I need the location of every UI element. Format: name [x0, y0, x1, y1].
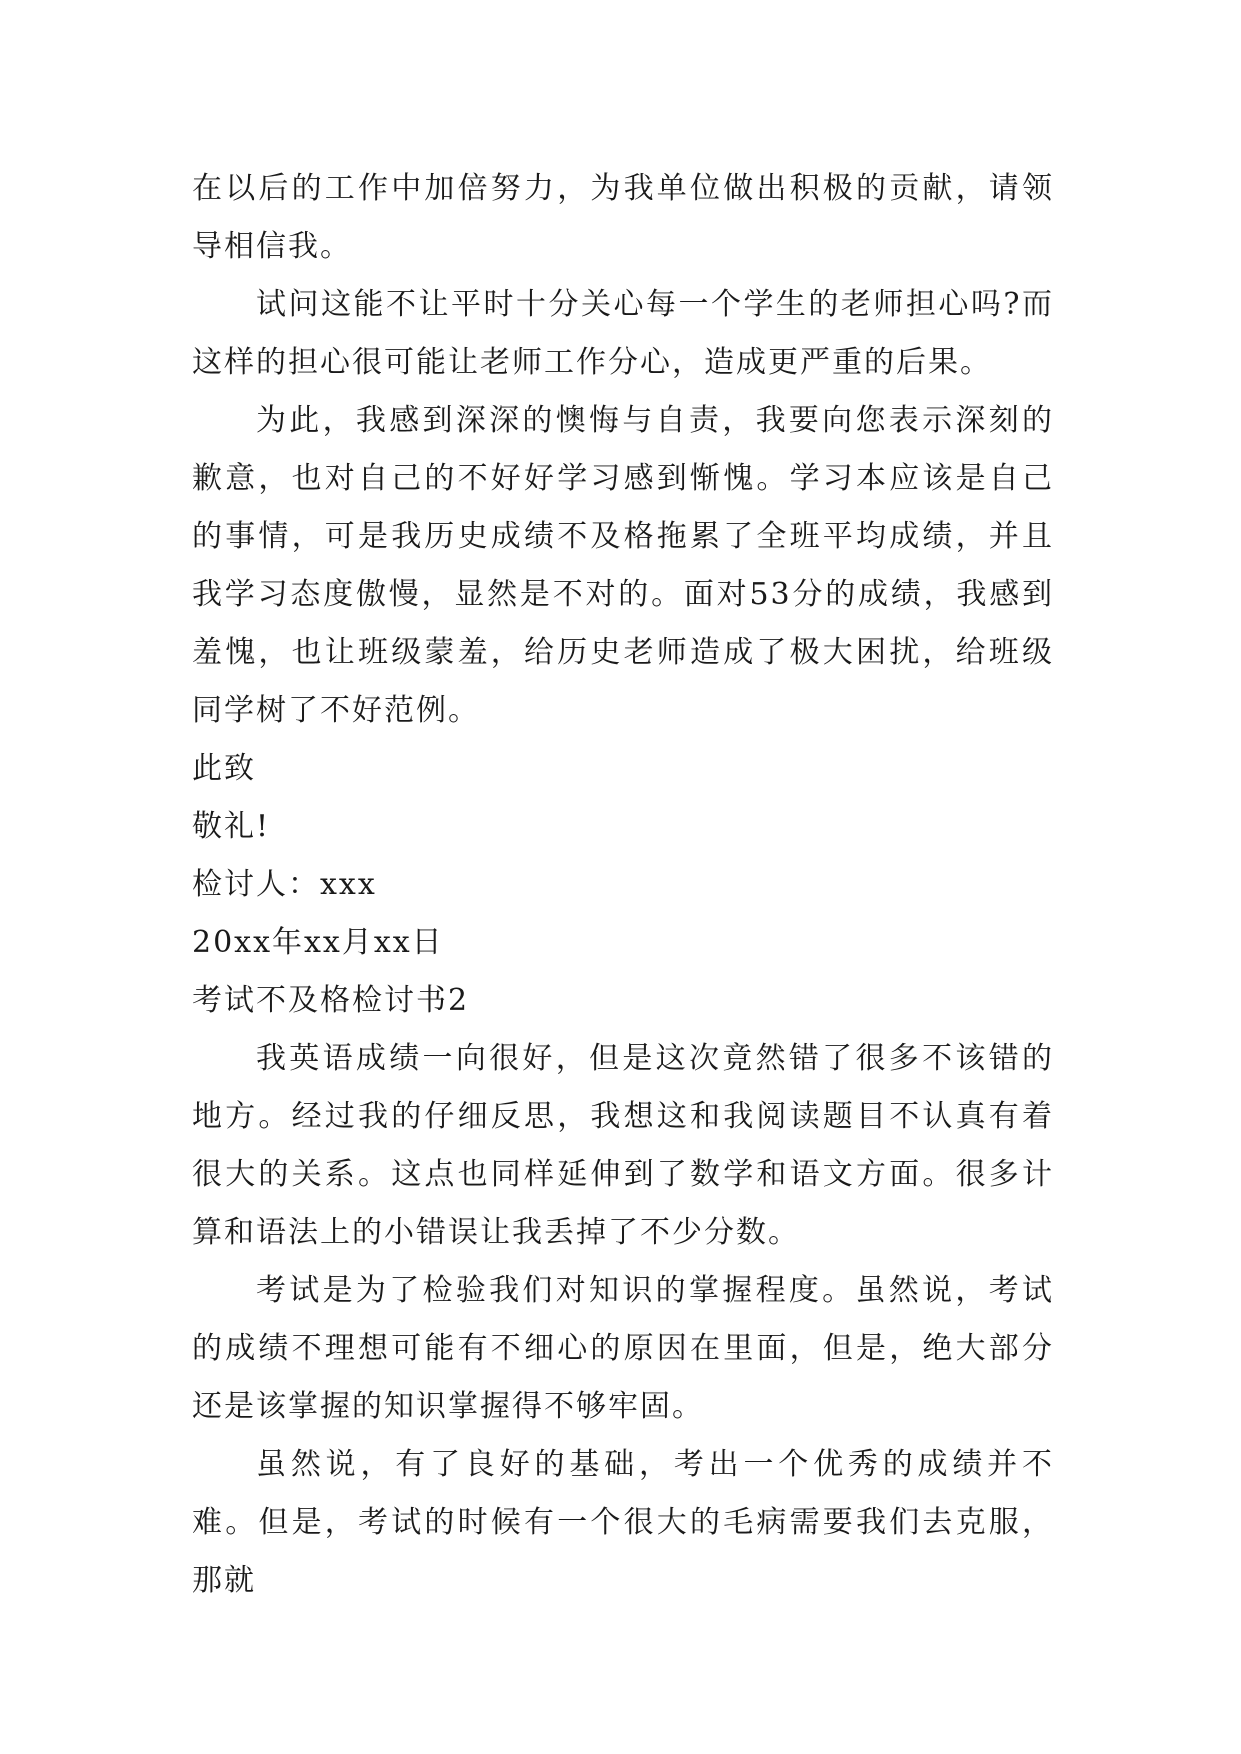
closing-salutation: 此致 — [192, 751, 256, 786]
signer-line: 检讨人：xxx — [192, 867, 377, 902]
date-line: 20xx年xx月xx日 — [192, 925, 444, 960]
closing-regards: 敬礼! — [192, 809, 271, 844]
paragraph-5: 虽然说，有了良好的基础，考出一个优秀的成绩并不难。但是，考试的时候有一个很大的毛病需要我们去克服，那就 — [192, 1447, 1054, 1598]
paragraph-2: 为此，我感到深深的懊悔与自责，我要向您表示深刻的歉意，也对自己的不好好学习感到惭愧。学习本应该是自己的事情，可是我历史成绩不及格拖累了全班平均成绩，并且我学习态度傲慢，显然是不对的。面对53分的成绩，我感到羞愧，也让班级蒙羞，给历史老师造成了极大困扰，给班级同学树了不好范例。 — [192, 403, 1054, 728]
paragraph-3: 我英语成绩一向很好，但是这次竟然错了很多不该错的地方。经过我的仔细反思，我想这和我阅读题目不认真有着很大的关系。这点也同样延伸到了数学和语文方面。很多计算和语法上的小错误让我丢掉了不少分数。 — [192, 1041, 1054, 1250]
continuation-paragraph: 在以后的工作中加倍努力，为我单位做出积极的贡献，请领导相信我。 — [192, 171, 1054, 264]
document-body — [192, 160, 1054, 1610]
paragraph-4: 考试是为了检验我们对知识的掌握程度。虽然说，考试的成绩不理想可能有不细心的原因在里面，但是，绝大部分还是该掌握的知识掌握得不够牢固。 — [192, 1273, 1054, 1424]
section-title: 考试不及格检讨书2 — [192, 983, 470, 1018]
paragraph-1: 试问这能不让平时十分关心每一个学生的老师担心吗?而这样的担心很可能让老师工作分心，造成更严重的后果。 — [192, 287, 1054, 380]
